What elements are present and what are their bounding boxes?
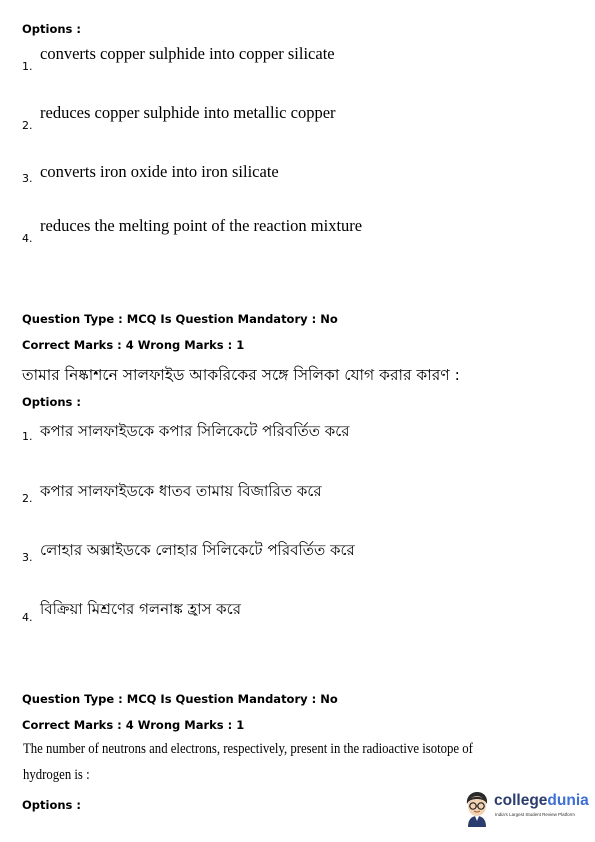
logo-wordmark-part1: college xyxy=(494,792,548,809)
option-3-text: লোহার অক্সাইডকে লোহার সিলিকেটে পরিবর্তিত করে xyxy=(40,541,355,559)
question-type-line: Question Type : MCQ Is Question Mandatory : No xyxy=(22,692,338,706)
marks-line: Correct Marks : 4 Wrong Marks : 1 xyxy=(22,338,245,352)
option-3-text: converts iron oxide into iron silicate xyxy=(40,162,279,181)
option-2-number: 2. xyxy=(22,492,33,505)
option-1-text: কপার সালফাইডকে কপার সিলিকেটে পরিবর্তিত করে xyxy=(40,422,350,440)
question-type-line: Question Type : MCQ Is Question Mandatory : No xyxy=(22,312,338,326)
option-4-text: reduces the melting point of the reaction mixture xyxy=(40,216,363,235)
logo-wordmark-part2: dunia xyxy=(547,792,589,809)
option-4-number: 4. xyxy=(22,232,33,245)
marks-line: Correct Marks : 4 Wrong Marks : 1 xyxy=(22,718,245,732)
option-3-number: 3. xyxy=(22,551,33,564)
question-text-line-1: The number of neutrons and electrons, respectively, present in the radioactive isotope of xyxy=(23,741,473,757)
options-label: Options : xyxy=(22,395,81,409)
option-3-number: 3. xyxy=(22,172,33,185)
option-4-number: 4. xyxy=(22,611,33,624)
student-mascot-icon xyxy=(462,790,492,828)
option-1-number: 1. xyxy=(22,430,33,443)
collegedunia-logo xyxy=(462,790,592,830)
logo-wordmark xyxy=(494,792,589,810)
logo-tagline: India's Largest Student Review Platform xyxy=(495,812,575,817)
question-text: তামার নিষ্কাশনে সালফাইড আকরিকের সঙ্গে সিলিকা যোগ করার কারণ : xyxy=(22,366,460,384)
question-text-line-2: hydrogen is : xyxy=(23,767,90,783)
option-1-text: converts copper sulphide into copper silicate xyxy=(40,44,335,63)
option-1-number: 1. xyxy=(22,60,33,73)
options-label: Options : xyxy=(22,22,81,36)
option-2-number: 2. xyxy=(22,119,33,132)
option-4-text: বিক্রিয়া মিশ্রণের গলনাঙ্ক হ্রাস করে xyxy=(40,600,241,618)
options-label: Options : xyxy=(22,798,81,812)
option-2-text: কপার সালফাইডকে ধাতব তামায় বিজারিত করে xyxy=(40,482,322,500)
option-2-text: reduces copper sulphide into metallic copper xyxy=(40,103,336,122)
